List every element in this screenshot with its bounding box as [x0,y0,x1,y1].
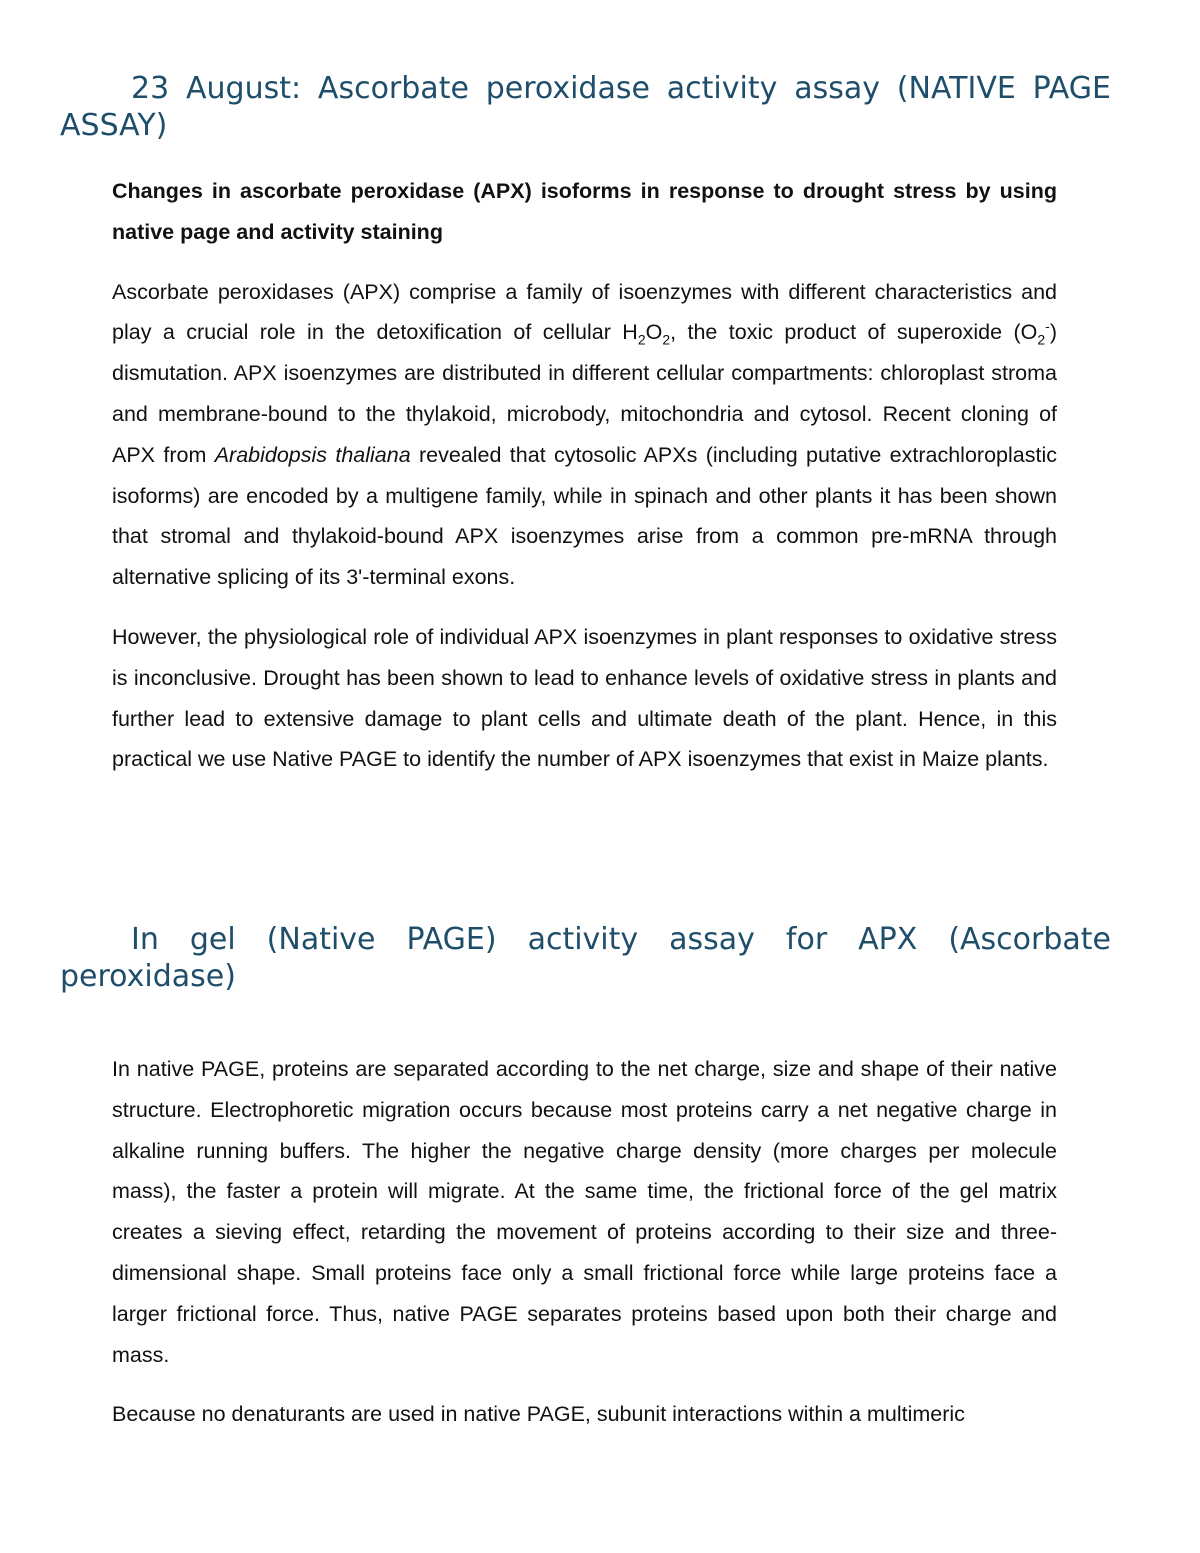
subscript: 2 [1037,331,1046,348]
paragraph-text: Ascorbate peroxidases (APX) comprise a family of isoenzymes with different characteristics and play a crucial role in the detoxification of cellular H [112,279,1057,345]
introduction-section [112,171,1057,780]
paragraph-apx-overview [112,272,1057,598]
native-page-section [112,1049,1057,1435]
paragraph-text: O [645,320,663,345]
paragraph-denaturants: Because no denaturants are used in native PAGE, subunit interactions within a multimeric [112,1402,965,1427]
paragraph-text: revealed that cytosolic APXs (including putative extrachloroplastic isoforms) are encoded by a multigene family, while in spinach and other plants it has been shown that stromal and thylakoid-bound APX isoenzymes arise from a common pre-mRNA through alternative splicing of its 3'-terminal exons. [112,442,1057,590]
paragraph-text: ) dismutation. APX isoenzymes are distributed in different cellular compartments: chloroplast stroma and membrane-bound to the thylakoid, microbody, mitochondria and cytosol. Recent cloning of APX from [112,320,1057,467]
section-heading [60,921,1111,995]
page-title: 23 August: Ascorbate peroxidase activity assay (NATIVE PAGE ASSAY) [60,71,1111,143]
paragraph-drought-stress: However, the physiological role of individual APX isoenzymes in plant responses to oxidative stress is inconclusive. Drought has been shown to lead to enhance levels of oxidative stress in plants and further lead to extensive damage to plant cells and ultimate death of the plant. Hence, in this practical we use Native PAGE to identify the number of APX isoenzymes that exist in Maize plants. [112,624,1057,772]
superscript: - [1045,318,1050,335]
section-subtitle: Changes in ascorbate peroxidase (APX) isoforms in response to drought stress by using native page and activity staining [112,179,1057,244]
species-name: Arabidopsis thaliana [214,442,411,467]
paragraph-text: , the toxic product of superoxide (O [670,320,1038,345]
section-heading-line1: In gel (Native PAGE) activity assay for APX (Ascorbate [131,922,1111,957]
section-heading-line2: peroxidase) [60,959,236,994]
paragraph-native-page: In native PAGE, proteins are separated according to the net charge, size and shape of their native structure. Electrophoretic migration occurs because most proteins carry a net negative charge in alkaline running buffers. The higher the negative charge density (more charges per molecule mass), the faster a protein will migrate. At the same time, the frictional force of the gel matrix creates a sieving effect, retarding the movement of proteins according to their size and three-dimensional shape. Small proteins face only a small frictional force while large proteins face a larger frictional force. Thus, native PAGE separates proteins based upon both their charge and mass. [112,1057,1057,1367]
subscript: 2 [662,331,671,348]
subscript: 2 [637,331,646,348]
